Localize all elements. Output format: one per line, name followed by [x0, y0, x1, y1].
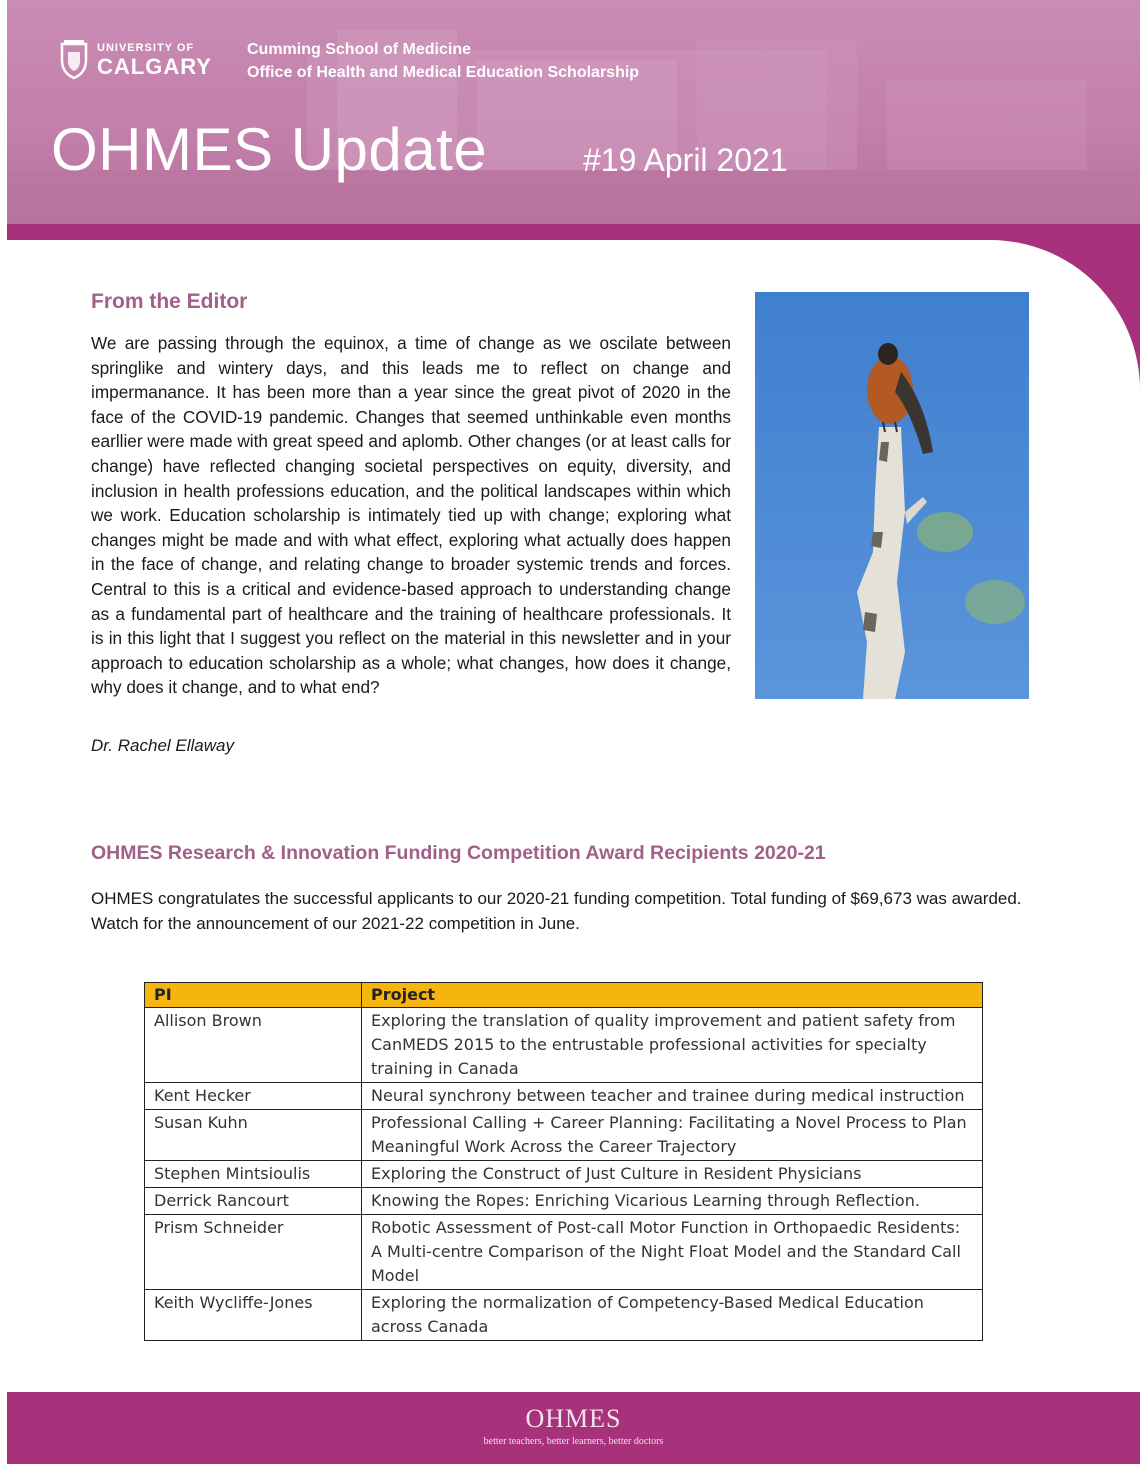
newsletter-title: OHMES Update	[51, 116, 488, 183]
table-row	[145, 1161, 983, 1188]
editor-heading: From the Editor	[91, 290, 248, 313]
footer-brand: OHMES	[525, 1404, 622, 1433]
award-recipients-table	[144, 982, 983, 1341]
editor-body: We are passing through the equinox, a time of change as we oscilate between springlike and wintery days, and this leads me to reflect on change and impermanance. It has been more than a year since the great pivot of 2020 in the face of the COVID-19 pandemic. Changes that seemed unthinkable even months earllier were made with great speed and aplomb. Other changes (or at least calls for change) have reflected changing societal perspectives on equity, diversity, and inclusion in health professions education, and the political landscapes within which we work. Education scholarship is intimately tied up with change; exploring what changes might be made and with what effect, exploring what actually does happen in the face of change, and relating change to broader systemic trends and forces. Central to this is a critical and evidence-based approach to understanding change as a fundamental part of healthcare and the training of healthcare professionals. It is in this light that I suggest you reflect on the material in this newsletter and in your approach to education scholarship as a whole; what changes, how does it change, why does it change, and to what end?	[91, 333, 731, 698]
header-banner	[7, 0, 1140, 240]
table-row	[145, 1290, 983, 1341]
project-cell: Knowing the Ropes: Enriching Vicarious Learning through Reflection.	[362, 1188, 983, 1215]
project-cell: Exploring the translation of quality improvement and patient safety from CanMEDS 2015 to the entrustable professional activities for specialty training in Canada	[362, 1008, 983, 1083]
funding-body: OHMES congratulates the successful applicants to our 2020-21 funding competition. Total funding of $69,673 was awarded. Watch for the announcement of our 2021-22 competition in June.	[91, 889, 1022, 933]
pi-cell: Susan Kuhn	[145, 1110, 362, 1161]
pi-cell: Derrick Rancourt	[145, 1188, 362, 1215]
pi-cell: Allison Brown	[145, 1008, 362, 1083]
project-cell: Professional Calling + Career Planning: Facilitating a Novel Process to Plan Meaningful Work Across the Career Trajectory	[362, 1110, 983, 1161]
editor-signature: Dr. Rachel Ellaway	[91, 736, 234, 755]
table-header-row	[145, 983, 983, 1008]
column-header-project: Project	[362, 983, 983, 1008]
issue-label: #19 April 2021	[583, 142, 788, 178]
university-logo	[59, 40, 212, 80]
table-row	[145, 1008, 983, 1083]
table-row	[145, 1110, 983, 1161]
robin-photo	[755, 292, 1029, 699]
pi-cell: Stephen Mintsioulis	[145, 1161, 362, 1188]
university-crest-icon	[59, 40, 89, 80]
table-row	[145, 1083, 983, 1110]
table-row	[145, 1188, 983, 1215]
footer-tagline: better teachers, better learners, better doctors	[483, 1436, 664, 1447]
column-header-pi: PI	[145, 983, 362, 1008]
pi-cell: Kent Hecker	[145, 1083, 362, 1110]
project-cell: Exploring the normalization of Competency-Based Medical Education across Canada	[362, 1290, 983, 1341]
pi-cell: Prism Schneider	[145, 1215, 362, 1290]
project-cell: Robotic Assessment of Post-call Motor Function in Orthopaedic Residents: A Multi-centre Comparison of the Night Float Model and the Standard Call Model	[362, 1215, 983, 1290]
project-cell: Exploring the Construct of Just Culture in Resident Physicians	[362, 1161, 983, 1188]
office-name: Office of Health and Medical Education Scholarship	[247, 64, 640, 81]
school-name: Cumming School of Medicine	[247, 41, 472, 58]
university-name-line2: CALGARY	[97, 53, 212, 79]
funding-heading: OHMES Research & Innovation Funding Competition Award Recipients 2020-21	[91, 842, 826, 864]
university-name-line1: UNIVERSITY OF	[97, 41, 195, 54]
footer-banner	[7, 1392, 1140, 1464]
project-cell: Neural synchrony between teacher and trainee during medical instruction	[362, 1083, 983, 1110]
school-info	[247, 38, 639, 84]
pi-cell: Keith Wycliffe-Jones	[145, 1290, 362, 1341]
table-row	[145, 1215, 983, 1290]
